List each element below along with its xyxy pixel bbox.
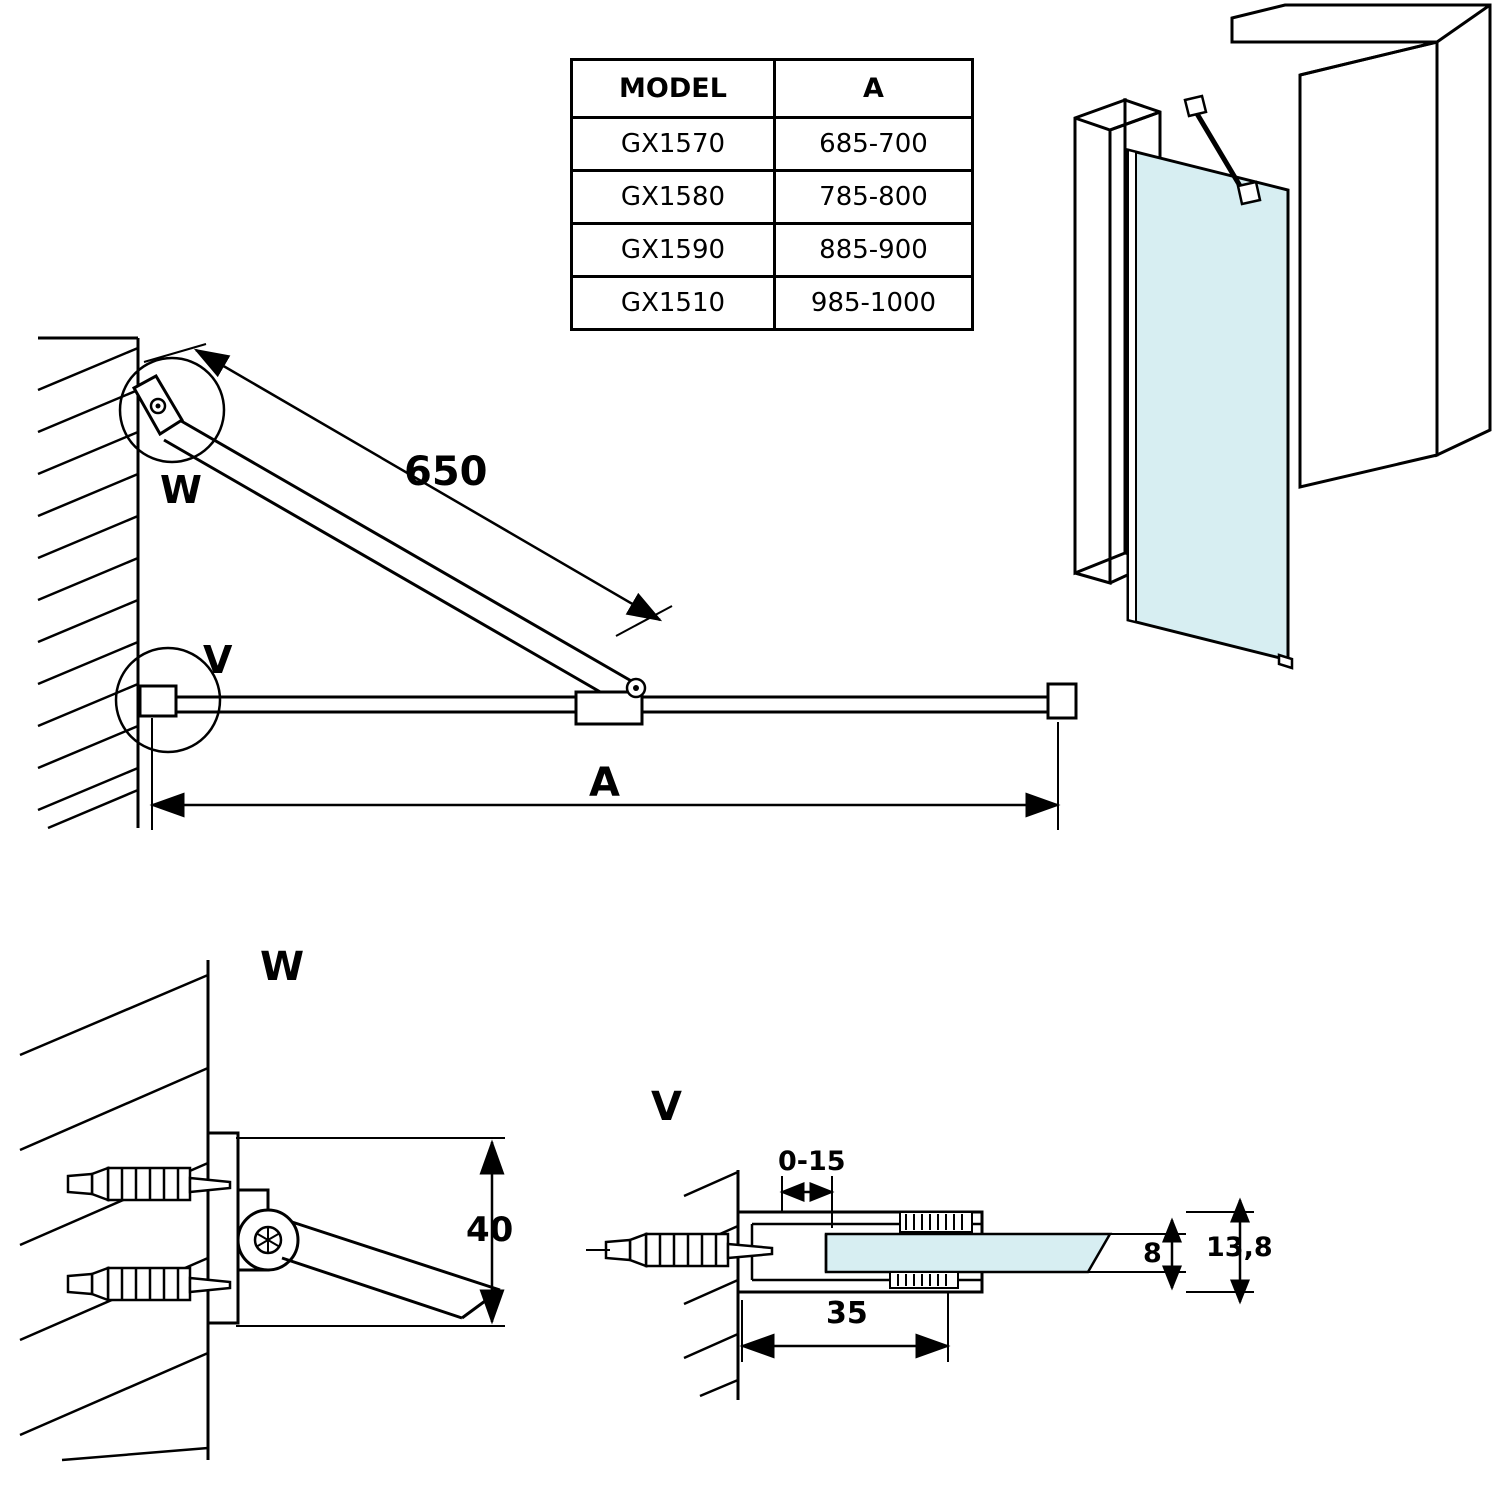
table-row (572, 171, 973, 224)
table-cell-a: 685-700 (775, 118, 973, 171)
table-header-model: MODEL (572, 60, 775, 118)
dimension-label-8: 8 (1143, 1238, 1162, 1269)
plan-view (38, 338, 1076, 830)
table-header-a: A (775, 60, 973, 118)
table-cell-a: 985-1000 (775, 277, 973, 330)
gasket-upper (900, 1212, 972, 1232)
dimension-label-35: 35 (826, 1296, 868, 1331)
detail-view-w (20, 960, 505, 1460)
table-header-row (572, 60, 973, 118)
table-row (572, 224, 973, 277)
dimension-8 (1088, 1220, 1186, 1288)
table-cell-model: GX1510 (572, 277, 775, 330)
table-cell-model: GX1580 (572, 171, 775, 224)
isometric-view (1075, 5, 1490, 668)
detail-label-w-plan: W (160, 468, 202, 512)
dimension-label-650: 650 (404, 449, 488, 495)
gasket-lower (890, 1272, 958, 1288)
dimension-label-a: A (589, 760, 620, 806)
wall-hatching (38, 348, 138, 828)
table-cell-model: GX1590 (572, 224, 775, 277)
detail-title-v: V (651, 1084, 682, 1130)
dimension-label-0-15: 0-15 (778, 1146, 846, 1177)
table-cell-a: 885-900 (775, 224, 973, 277)
detail-label-v-plan: V (203, 638, 233, 682)
detail-view-v (586, 1170, 1254, 1400)
wall-anchor-lower (68, 1268, 230, 1300)
table-cell-a: 785-800 (775, 171, 973, 224)
wall-anchor-upper (68, 1168, 230, 1200)
detail-title-w: W (260, 944, 305, 990)
dimension-label-13-8: 13,8 (1206, 1232, 1273, 1263)
table-cell-model: GX1570 (572, 118, 775, 171)
table-row (572, 118, 973, 171)
table-row (572, 277, 973, 330)
model-dimension-table (570, 58, 974, 331)
dimension-label-40: 40 (466, 1210, 514, 1250)
